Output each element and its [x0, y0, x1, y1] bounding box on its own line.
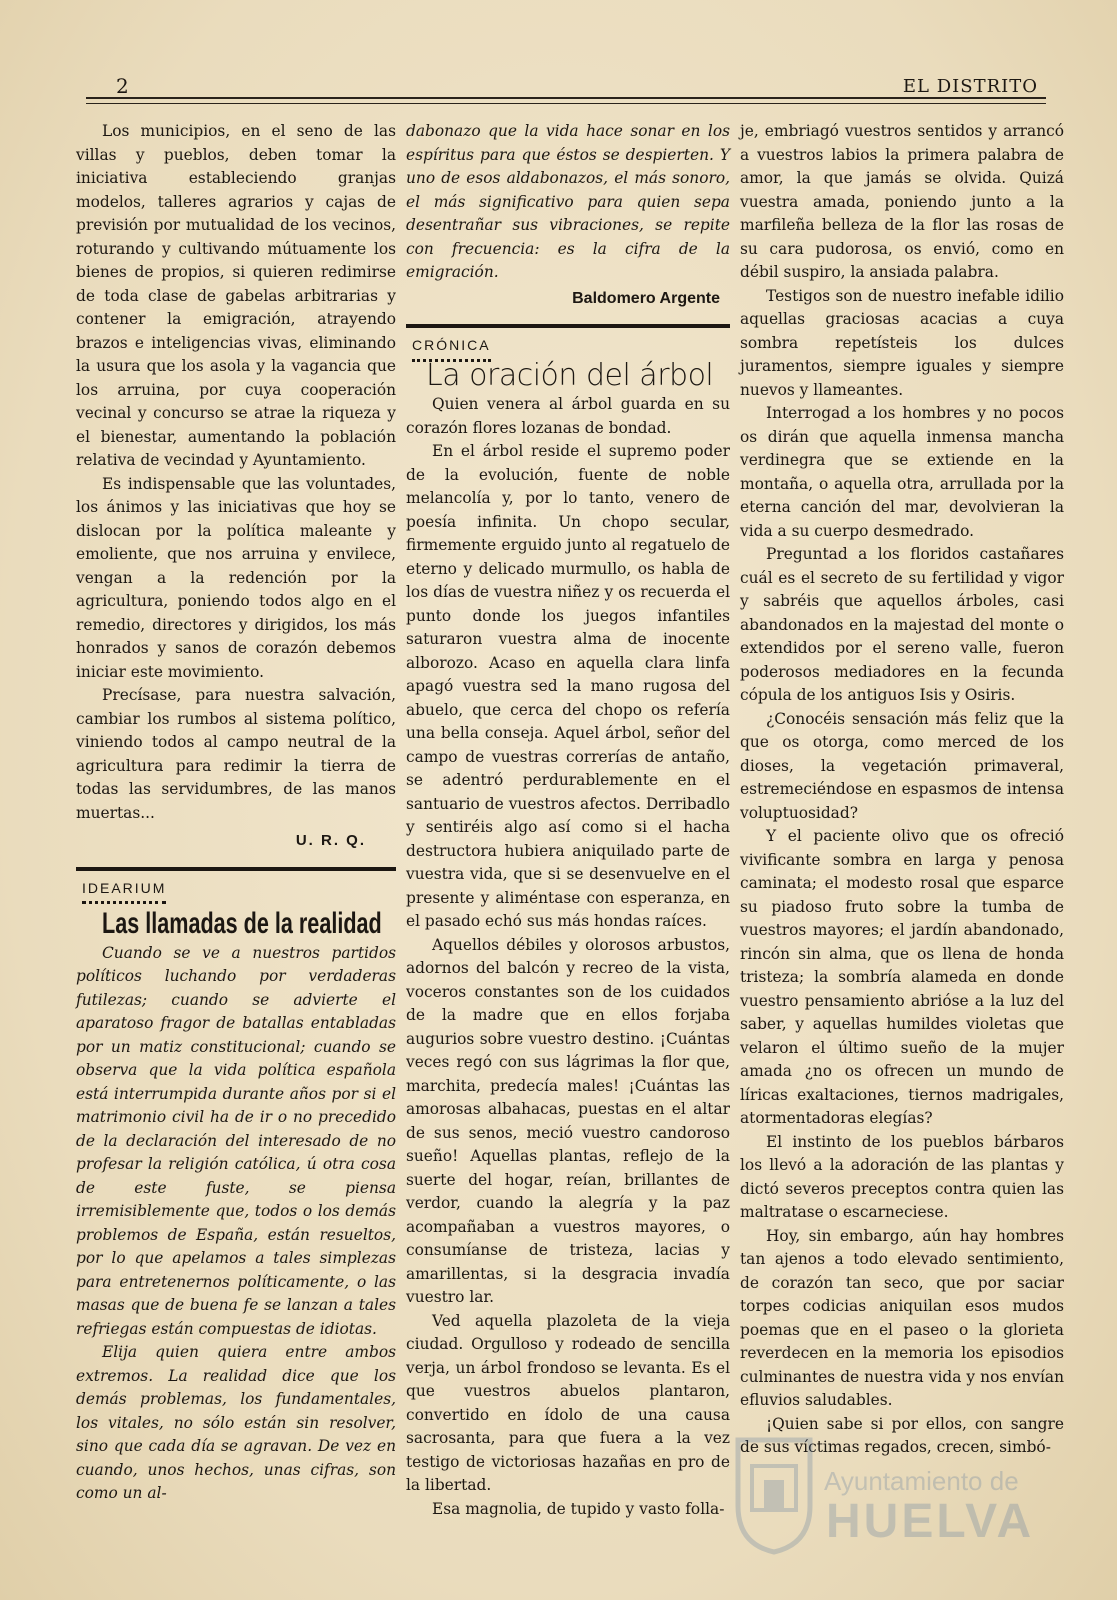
article-paragraph: Aquellos débiles y olorosos arbustos, adornos del balcón y recreo de la vista, voceros constantes son de los cuidados de la madre que en ellos forjaba augurios sobre vuestro destino. ¡Cuántas veces regó con sus lágrimas la flor que, marchita, predecía males! ¡Cuántas las amorosas albahacas, puestas en el altar de sus senos, meció vuestro candoroso sueño! Aquellas plantas, reflejo de la suerte del hogar, reían, brillantes de verdor, cuando la alegría y la paz acompañaban a vuestros mayores, o consumíanse de tristeza, lacias y amarillentas, si la desgracia invadía vuestro lar. — [406, 935, 730, 1306]
article-paragraph: Preguntad a los floridos castañares cuál es el secreto de su fertilidad y vigor y sabréis que aquellos árboles, casi abandonados en la majestad del monte o extendidos por el sereno valle, fueron poderosos mediadores en la fecunda cópula de los antiguos Isis y Osiris. — [740, 545, 1064, 704]
watermark — [720, 1430, 1050, 1570]
article-signature: U. R. Q. — [295, 832, 366, 849]
article-paragraph: Testigos son de nuestro inefable idilio aquellas graciosas acacias a cuya sombra repetísteis los dulces juramentos, siempre iguales y siempre nuevos y llameantes. — [740, 286, 1064, 399]
city-shield-icon — [734, 1436, 814, 1556]
article-paragraph: Los municipios, en el seno de las villas y pueblos, deben tomar la iniciativa estableciendo granjas modelos, talleres agrarios y cajas de previsión por mutualidad de los vecinos, roturando y cultivando mútuamente los bienes de propios, si quieren redimirse de toda clase de gabelas arbitrarias y contener la emigración, atrayendo brazos e inteligencias vivas, eliminando la usura que los asola y la vagancia que los arruina, por cuya cooperación vecinal y concurso se atrae la riqueza y el bienestar, aumentando la población relativa de vecindad y Ayuntamiento. — [76, 122, 396, 469]
article-paragraph: Elija quien quiera entre ambos extremos. La realidad dice que los demás problemas, los fundamentales, los vitales, no sólo están sin resolver, sino que cada día se agravan. De vez en cuando, unos hechos, unas cifras, son como un al- — [76, 1343, 396, 1502]
column-3 — [740, 120, 1064, 1460]
page-header — [86, 72, 1046, 98]
article-paragraph: dabonazo que la vida hace sonar en los espíritus para que éstos se despierten. Y uno de esos aldabonazos, el más sonoro, el más significativo para quien sepa desentrañar sus vibraciones, se repite con frecuencia: es la cifra de la emigración. — [406, 122, 730, 281]
article-paragraph: Cuando se ve a nuestros partidos políticos luchando por verdaderas futilezas; cuando se advierte el aparatoso fragor de batallas entabladas por un matiz constitucional; cuando se observa que la vida política española está interrumpida durante años por si el matrimonio civil ha de ir o no precedido de la declaración del interesado de no profesar la religión católica, ú otra cosa de este fuste, se piensa irremisiblemente que, todos o los demás problemos de España, están resueltos, por lo que apelamos a tales simplezas para entretenernos políticamente, o las masas que de buena fe se lanzan a tales refriegas están compuestas de idiotas. — [76, 943, 396, 1338]
article-signature: Baldomero Argente — [572, 289, 720, 307]
article-paragraph: En el árbol reside el supremo poder de la evolución, fuente de noble melancolía y, por lo tanto, venero de poesía infinita. Un chopo secular, firmemente erguido junto al regatuelo de eterno y delicado murmullo, os habla de los días de vuestra niñez y os recuerda el punto donde los juegos infantiles saturaron vuestra alma de inocente alborozo. Acaso en aquella clara linfa apagó vuestra sed la mano rugosa del abuelo, que cerca del chopo os refería una bella conseja. Aquel árbol, señor del campo de vuestras correrías de antaño, se adentró perdurablemente en el santuario de vuestros afectos. Derribadlo y sentiréis algo así como si el hacha destructora hubiera aniquilado parte de vuestra vida, que si se desenvuelve en el presente y aliméntase con esperanza, en el pasado echó sus más hondas raíces. — [406, 442, 730, 930]
section-rule — [76, 867, 396, 871]
article-title: Las llamadas de la realidad — [102, 907, 382, 940]
section-rule — [406, 324, 730, 328]
column-1 — [76, 120, 396, 1506]
article-paragraph: Es indispensable que las voluntades, los ánimos y las iniciativas que hoy se dislocan por la política maleante y emoliente, que nos arruina y envilece, vengan a la redención por la agricultura, poniendo todos algo en el remedio, directores y dirigidos, los más honrados y sanos de corazón debemos iniciar este movimiento. — [76, 474, 396, 681]
watermark-line2: HUELVA — [826, 1495, 1035, 1548]
column-2 — [406, 120, 730, 1521]
article-paragraph: ¿Conocéis sensación más feliz que la que os otorga, como merced de los dioses, la vegetación primaveral, estremeciéndose en espasmos de intensa voluptuosidad? — [740, 709, 1064, 822]
article-title: La oración del árbol — [426, 357, 714, 393]
page-number: 2 — [116, 74, 129, 98]
article-paragraph: Esa magnolia, de tupido y vasto folla- — [432, 1499, 725, 1518]
article-paragraph: Ved aquella plazoleta de la vieja ciudad. Orgulloso y rodeado de sencilla verja, un árbol frondoso se levanta. Es el que vuestros abuelos plantaron, convertido en ídolo de una causa sacrosanta, para que fuera a la vez testigo de victoriosas hazañas en pro de la libertad. — [406, 1311, 730, 1494]
article-paragraph: ¡Quien sabe si por ellos, con sangre de sus víctimas regados, crecen, simbó- — [740, 1414, 1064, 1456]
section-label-idearium: IDEARIUM — [82, 877, 166, 905]
article-paragraph: Precísase, para nuestra salvación, cambiar los rumbos al sistema político, viniendo todos al campo neutral de la agricultura para redimir la tierra de todas las servidumbres, de las manos muertas... — [76, 686, 396, 822]
article-paragraph: Interrogad a los hombres y no pocos os dirán que aquella inmensa mancha verdinegra que se extiende en la montaña, o aquella otra, arrullada por la eterna canción del mar, devolvieran la vida a su cuerpo desmedrado. — [740, 404, 1064, 540]
masthead-title: EL DISTRITO — [902, 76, 1038, 97]
article-paragraph: je, embriagó vuestros sentidos y arrancó a vuestros labios la primera palabra de amor, la que jamás se olvida. Quizá vuestra amada, poniendo junto a la marfileña belleza de la flor las rosas de su cara pudorosa, os envió, como en débil suspiro, la ansiada palabra. — [740, 122, 1064, 281]
section-label-cronica: CRÓNICA — [412, 334, 491, 362]
article-paragraph: Y el paciente olivo que os ofreció vivificante sombra en larga y penosa caminata; el modesto rosal que esparce su piadoso fruto sobre la tumba de vuestros mayores; el jardín abandonado, rincón sin alma, que os llena de honda tristeza; la sombría alameda en donde vuestro pensamiento abrióse a la luz del saber, y aquellas humildes violetas que velaron el último sueño de la mujer amada ¿no os ofrecen un mundo de líricas exaltaciones, tiernos madrigales, atormentadoras elegías? — [740, 827, 1064, 1127]
article-paragraph: Hoy, sin embargo, aún hay hombres tan ajenos a todo elevado sentimiento, de corazón tan seco, que por saciar torpes codicias aniquilan esos mudos poemas que en el paseo o la glorieta reverdecen en la memoria los episodios culminantes de nuestra vida y nos envían efluvios saludables. — [740, 1226, 1064, 1409]
header-rule — [86, 97, 1046, 104]
article-paragraph: Quien venera al árbol guarda en su corazón flores lozanas de bondad. — [406, 395, 730, 437]
article-paragraph: El instinto de los pueblos bárbaros los llevó a la adoración de las plantas y dictó severos preceptos contra quien las maltratase o escarneciese. — [740, 1132, 1064, 1221]
watermark-line1: Ayuntamiento de — [824, 1466, 1019, 1496]
